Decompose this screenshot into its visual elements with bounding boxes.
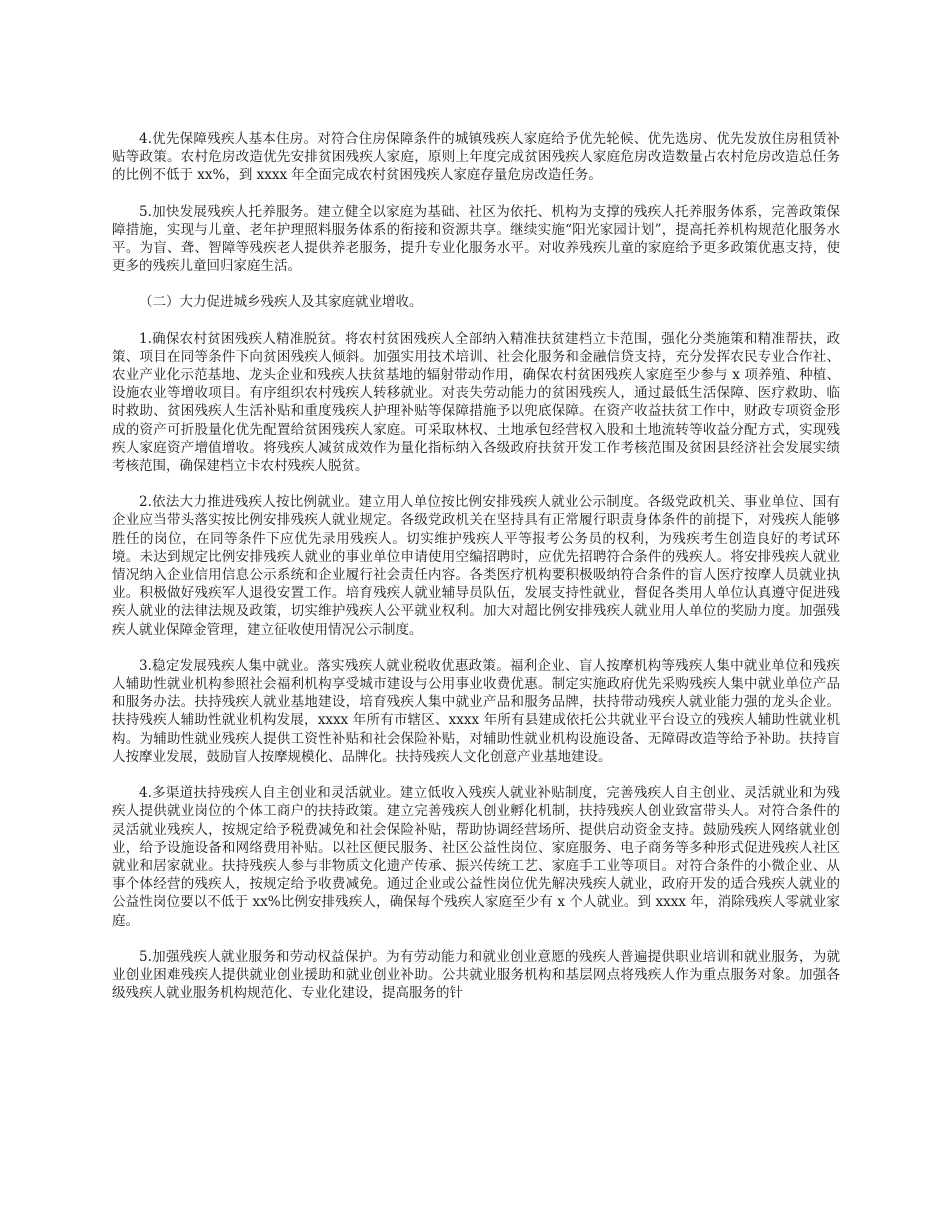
paragraph-care-services: 5.加快发展残疾人托养服务。建立健全以家庭为基础、社区为依托、机构为支撑的残疾人托养服务体系，完善政策保障措施，实现与儿童、老年护理照料服务体系的衔接和资源共享。继续实施“阳光家园计划”，提高托养机构规范化服务水平。为盲、聋、智障等残疾老人提供养老服务，提升专业化服务水平。对收养残疾儿童的家庭给予更多政策优惠支持，使更多的残疾儿童回归家庭生活。	[112, 203, 840, 275]
paragraph-centralized-employment: 3.稳定发展残疾人集中就业。落实残疾人就业税收优惠政策。福利企业、盲人按摩机构等残疾人集中就业单位和残疾人辅助性就业机构参照社会福利机构享受城市建设与公用事业收费优惠。制定实施政府优先采购残疾人集中就业单位产品和服务办法。扶持残疾人就业基地建设，培育残疾人集中就业产品和服务品牌，扶持带动残疾人就业能力强的龙头企业。扶持残疾人辅助性就业机构发展，xxxx 年所有市辖区、xxxx 年所有县建成依托公共就业平台设立的残疾人辅助性就业机构。为辅助性就业残疾人提供工资性补贴和社会保险补贴，对辅助性就业机构设施设备、无障碍改造等给予补助。扶持盲人按摩业发展，鼓励盲人按摩规模化、品牌化。扶持残疾人文化创意产业基地建设。	[112, 657, 840, 765]
document-body	[112, 130, 840, 1020]
paragraph-poverty-alleviation: 1.确保农村贫困残疾人精准脱贫。将农村贫困残疾人全部纳入精准扶贫建档立卡范围，强化分类施策和精准帮扶，政策、项目在同等条件下向贫困残疾人倾斜。加强实用技术培训、社会化服务和金融信贷支持，充分发挥农民专业合作社、农业产业化示范基地、龙头企业和残疾人扶贫基地的辐射带动作用，确保农村贫困残疾人家庭至少参与 x 项养殖、种植、设施农业等增收项目。有序组织农村残疾人转移就业。对丧失劳动能力的贫困残疾人，通过最低生活保障、医疗救助、临时救助、贫困残疾人生活补贴和重度残疾人护理补贴等保障措施予以兜底保障。在资产收益扶贫工作中，财政专项资金形成的资产可折股量化优先配置给贫困残疾人家庭。可采取林权、土地承包经营权入股和土地流转等收益分配方式，实现残疾人家庭资产增值增收。将残疾人减贫成效作为量化指标纳入各级政府扶贫开发工作考核范围及贫困县经济社会发展实绩考核范围，确保建档立卡农村残疾人脱贫。	[112, 330, 840, 475]
paragraph-employment-services: 5.加强残疾人就业服务和劳动权益保护。为有劳动能力和就业创业意愿的残疾人普遍提供职业培训和就业服务，为就业创业困难残疾人提供就业创业援助和就业创业补助。公共就业服务机构和基层网点将残疾人作为重点服务对象。加强各级残疾人就业服务机构规范化、专业化建设，提高服务的针	[112, 948, 840, 1002]
paragraph-housing: 4.优先保障残疾人基本住房。对符合住房保障条件的城镇残疾人家庭给予优先轮候、优先选房、优先发放住房租赁补贴等政策。农村危房改造优先安排贫困残疾人家庭，原则上年度完成贫困残疾人家庭危房改造数量占农村危房改造总任务的比例不低于 xx%，到 xxxx 年全面完成农村贫困残疾人家庭存量危房改造任务。	[112, 131, 840, 184]
paragraph-self-employment: 4.多渠道扶持残疾人自主创业和灵活就业。建立低收入残疾人就业补贴制度，完善残疾人自主创业、灵活就业和为残疾人提供就业岗位的个体工商户的扶持政策。建立完善残疾人创业孵化机制，扶持残疾人创业致富带头人。对符合条件的灵活就业残疾人，按规定给予税费减免和社会保险补贴，帮助协调经营场所、提供启动资金支持。鼓励残疾人网络就业创业，给予设施设备和网络费用补贴。以社区便民服务、社区公益性岗位、家庭服务、电子商务等多种形式促进残疾人社区就业和居家就业。扶持残疾人参与非物质文化遗产传承、振兴传统工艺、家庭手工业等项目。对符合条件的小微企业、从事个体经营的残疾人，按规定给予收费减免。通过企业或公益性岗位优先解决残疾人就业，政府开发的适合残疾人就业的公益性岗位要以不低于 xx%比例安排残疾人，确保每个残疾人家庭至少有 x 个人就业。到 xxxx 年，消除残疾人零就业家庭。	[112, 785, 840, 929]
section-heading-employment: （二）大力促进城乡残疾人及其家庭就业增收。	[139, 294, 423, 311]
paragraph-proportional-employment: 2.依法大力推进残疾人按比例就业。建立用人单位按比例安排残疾人就业公示制度。各级党政机关、事业单位、国有企业应当带头落实按比例安排残疾人就业规定。各级党政机关在坚持具有正常履行职责身体条件的前提下，对残疾人能够胜任的岗位，在同等条件下应优先录用残疾人。切实维护残疾人平等报考公务员的权利，为残疾考生创造良好的考试环境。未达到规定比例安排残疾人就业的事业单位申请使用空编招聘时，应优先招聘符合条件的残疾人。将安排残疾人就业情况纳入企业信用信息公示系统和企业履行社会责任内容。各类医疗机构要积极吸纳符合条件的盲人医疗按摩人员就业执业。积极做好残疾军人退役安置工作。培育残疾人就业辅导员队伍，发展支持性就业，督促各类用人单位认真遵守促进残疾人就业的法律法规及政策，切实维护残疾人公平就业权利。加大对超比例安排残疾人就业用人单位的奖励力度。加强残疾人就业保障金管理，建立征收使用情况公示制度。	[112, 494, 840, 638]
